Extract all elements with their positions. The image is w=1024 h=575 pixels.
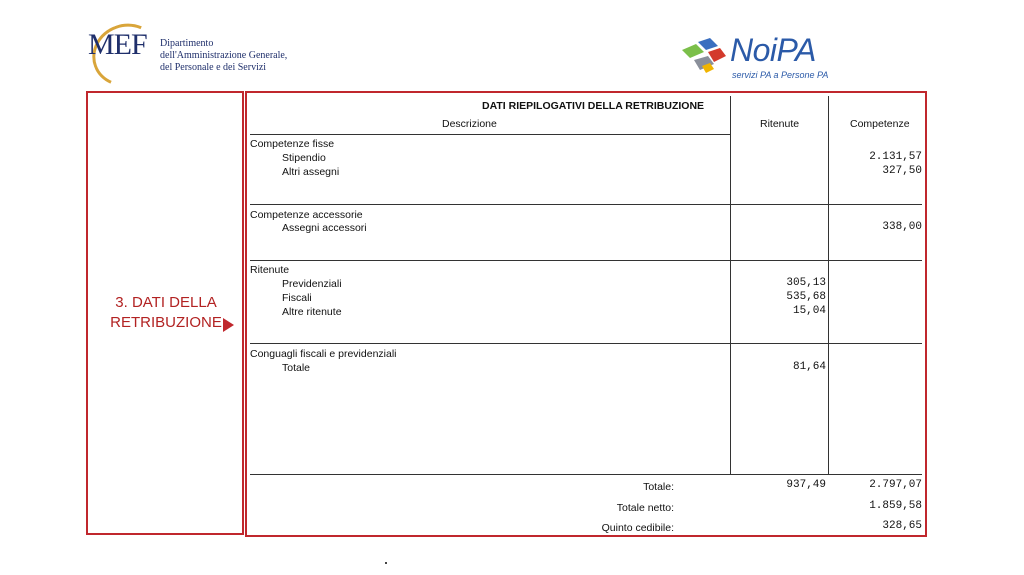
column-header-competenze: Competenze: [850, 118, 910, 130]
column-header-ritenute: Ritenute: [760, 118, 800, 130]
column-header-descrizione: Descrizione: [442, 118, 497, 130]
noipa-logo: [680, 32, 850, 82]
label-totale-netto: Totale netto:: [616, 502, 674, 514]
label-quinto-cedibile: Quinto cedibile:: [601, 522, 674, 534]
label-previdenziali: Previdenziali: [282, 278, 342, 290]
value-totale-netto: 1.859,58: [869, 500, 922, 512]
callout-line-1: 3. DATI DELLA: [115, 294, 217, 311]
table-title: DATI RIEPILOGATIVI DELLA RETRIBUZIONE: [482, 100, 705, 112]
mef-line-3: del Personale e dei Servizi: [160, 62, 267, 73]
value-totale-competenze: 2.797,07: [869, 479, 922, 491]
label-altri-assegni: Altri assegni: [282, 166, 340, 178]
section-heading-competenze-fisse: Competenze fisse: [250, 138, 335, 150]
header-underline: [250, 134, 730, 135]
value-quinto-cedibile: 328,65: [882, 520, 922, 532]
label-assegni-accessori: Assegni accessori: [282, 222, 367, 234]
label-stipendio: Stipendio: [282, 152, 326, 164]
section-heading-conguagli: Conguagli fiscali e previdenziali: [250, 348, 397, 360]
mef-logo: [88, 24, 308, 86]
noipa-logo-text: NoiPA: [730, 32, 816, 68]
section-callout-label: [106, 293, 226, 333]
value-totale-ritenute: 937,49: [786, 479, 826, 491]
section-heading-competenze-accessorie: Competenze accessorie: [250, 209, 363, 221]
label-altre-ritenute: Altre ritenute: [282, 306, 342, 318]
row-divider-1: [250, 204, 922, 205]
label-fiscali: Fiscali: [282, 292, 312, 304]
value-altre-ritenute: 15,04: [792, 305, 826, 317]
noipa-tagline: servizi PA a Persone PA: [732, 70, 829, 80]
mef-logo-text: MEF: [88, 28, 147, 61]
row-divider-2: [250, 260, 922, 261]
arrow-right-icon: [223, 318, 234, 332]
mef-line-2: dell'Amministrazione Generale,: [160, 50, 288, 61]
column-divider-competenze: [828, 96, 829, 474]
retribuzione-table: [245, 91, 927, 537]
stray-dot: [385, 562, 387, 564]
column-divider-ritenute: [730, 96, 731, 474]
noipa-cubes-icon: [680, 36, 728, 76]
label-totale: Totale:: [643, 481, 674, 493]
mef-line-1: Dipartimento: [160, 38, 214, 49]
label-conguagli-totale: Totale: [282, 362, 311, 374]
value-previdenziali: 305,13: [786, 277, 826, 289]
callout-line-2: RETRIBUZIONE: [110, 314, 222, 331]
section-heading-ritenute: Ritenute: [250, 264, 290, 276]
row-divider-3: [250, 343, 922, 344]
mef-department-text: [160, 38, 287, 74]
value-stipendio: 2.131,57: [869, 151, 922, 163]
totals-divider: [250, 474, 922, 475]
value-assegni-accessori: 338,00: [882, 221, 922, 233]
value-fiscali: 535,68: [786, 291, 826, 303]
value-altri-assegni: 327,50: [882, 165, 922, 177]
section-callout-box: [86, 91, 244, 535]
value-conguagli-totale: 81,64: [792, 361, 826, 373]
